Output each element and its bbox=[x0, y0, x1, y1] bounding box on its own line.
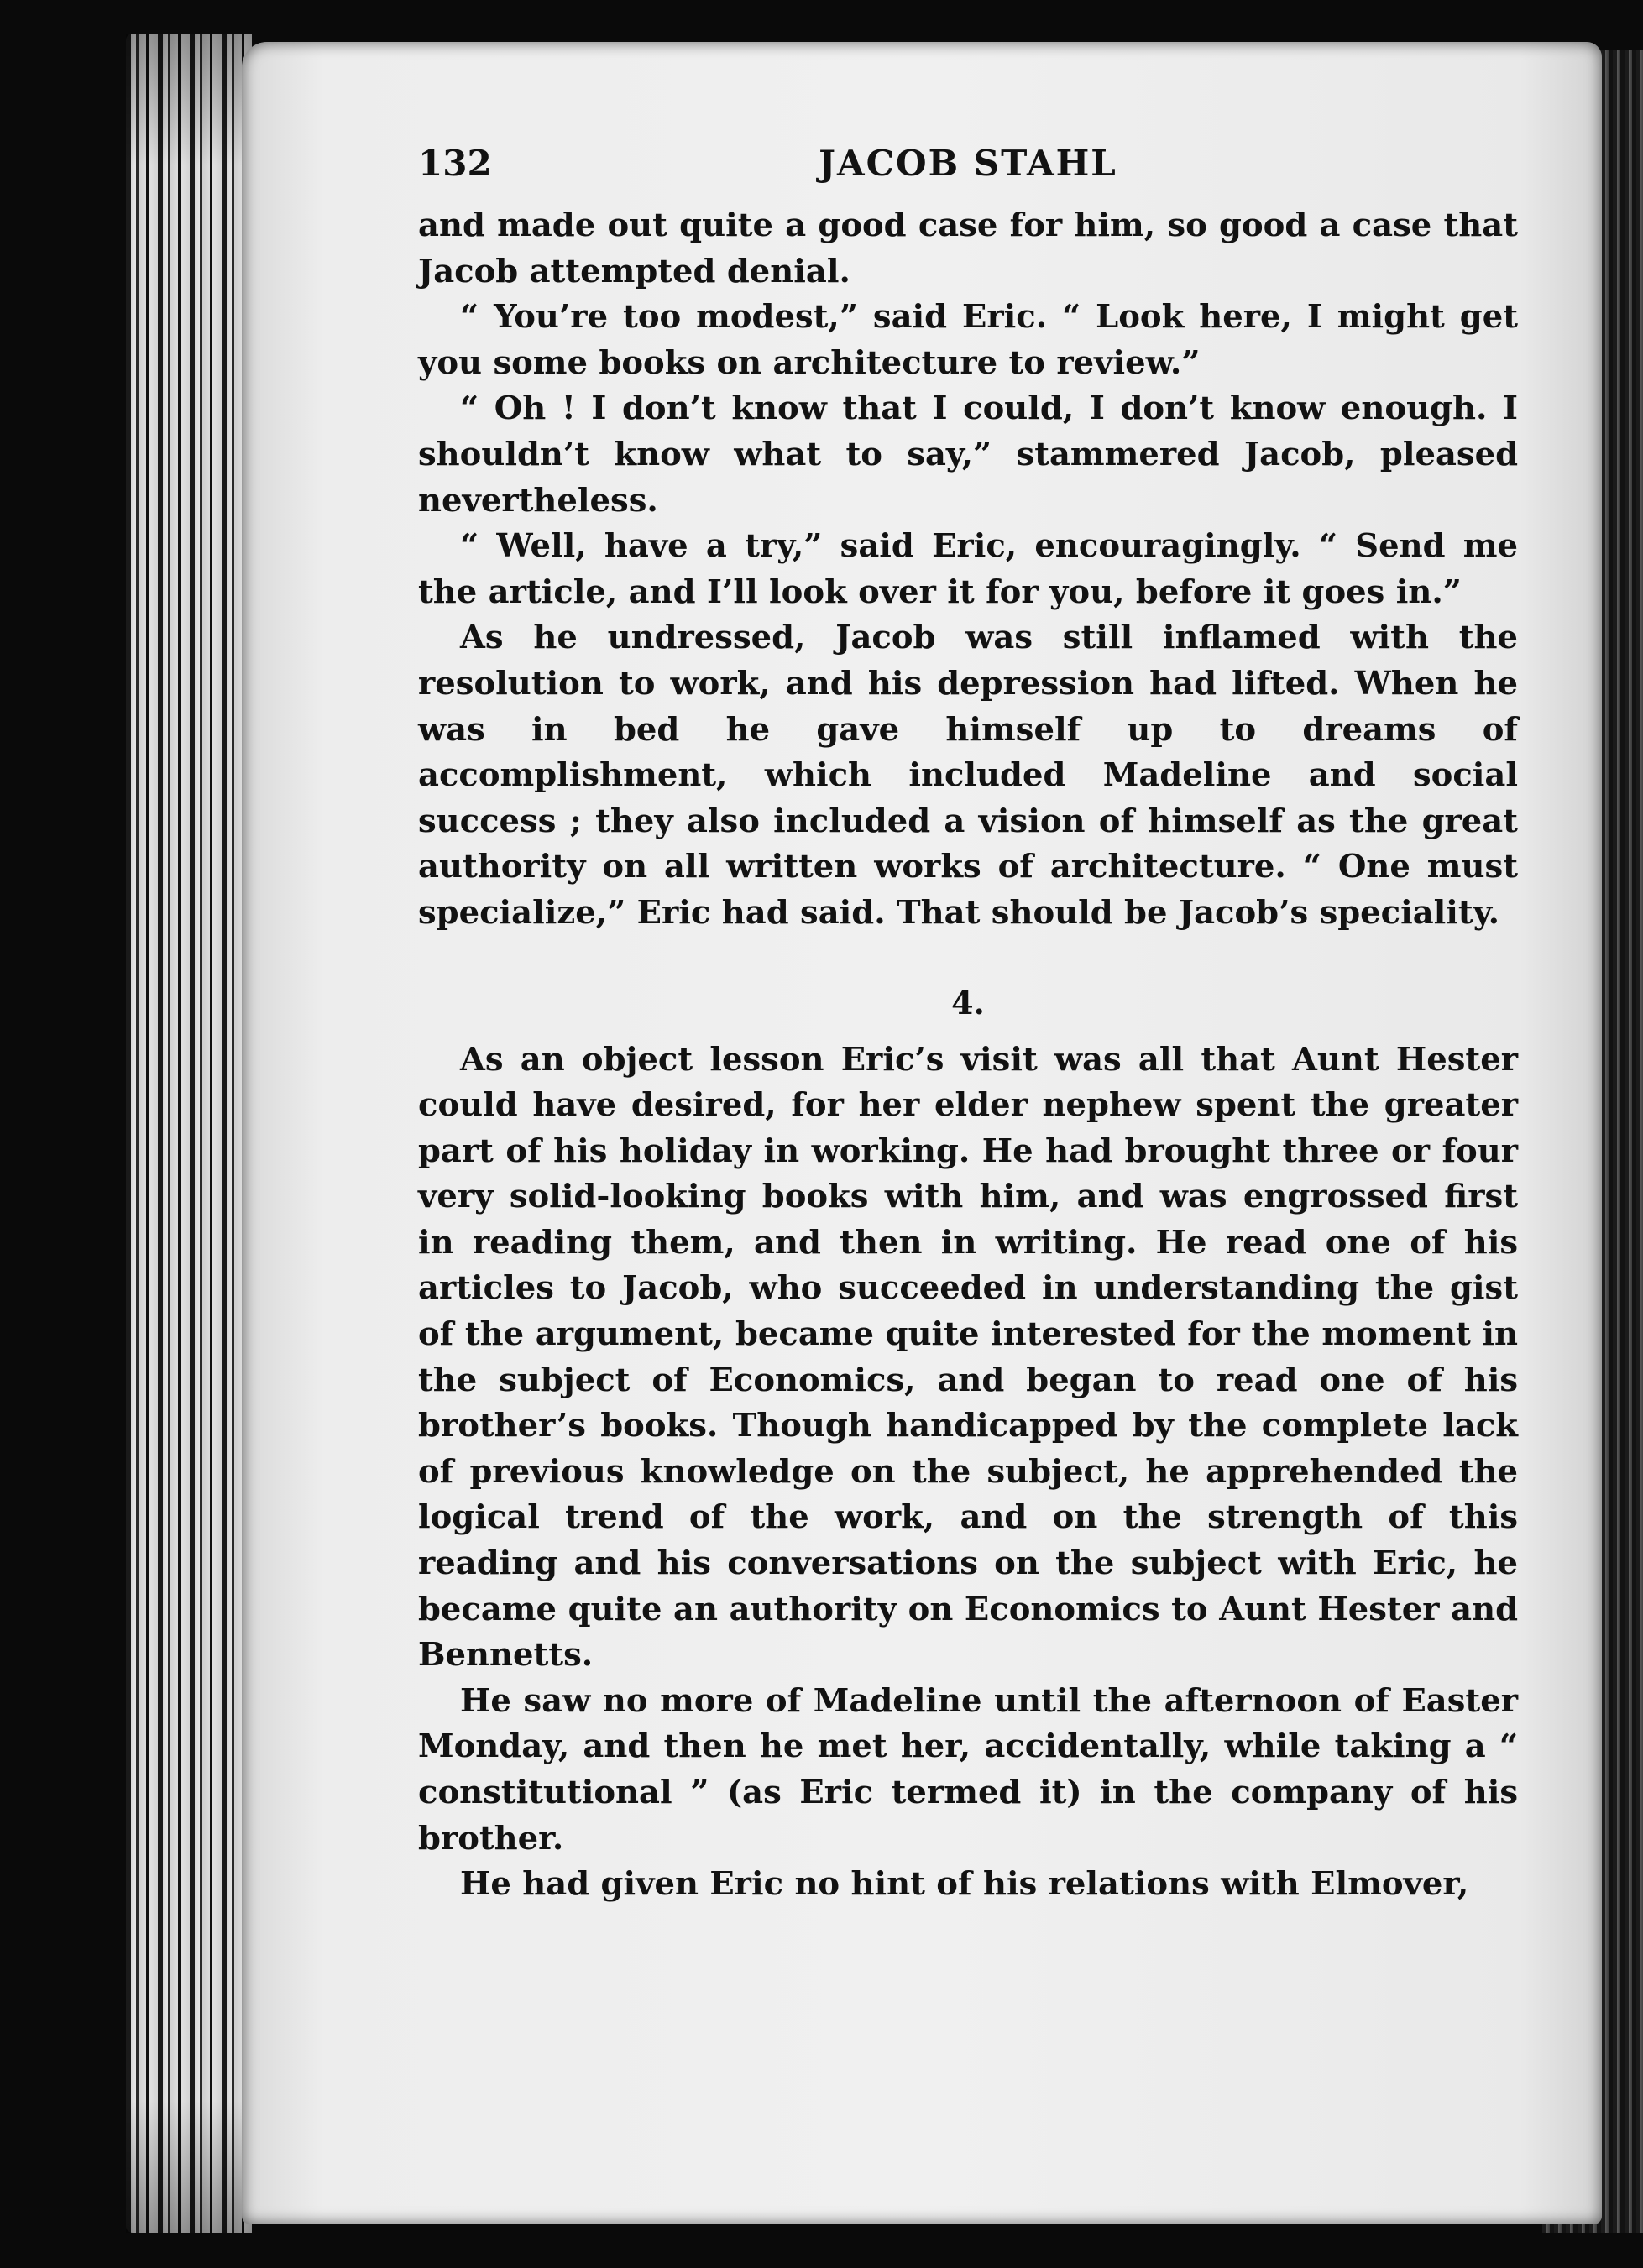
paragraph: “ Well, have a try,” said Eric, encouragingly. “ Send me the article, and I’ll look over it for you, before it goes in.” bbox=[418, 527, 1518, 611]
paragraph: He had given Eric no hint of his relations with Elmover, bbox=[460, 1865, 1469, 1904]
body-text-top bbox=[418, 203, 1518, 937]
running-title: JACOB STAHL bbox=[819, 143, 1117, 184]
page-number: 132 bbox=[418, 143, 492, 184]
book-page-edges bbox=[126, 34, 252, 2233]
body-text-bottom bbox=[418, 1037, 1518, 1908]
paragraph: and made out quite a good case for him, so good a case that Jacob attempted denial. bbox=[418, 206, 1518, 290]
paragraph: As an object lesson Eric’s visit was all that Aunt Hester could have desired, for her elder nephew spent the greater part of his holiday in working. He had brought three or four very solid-looking books with him, and was engrossed first in reading them, and then in writing. He read one of his articles to Jacob, who succeeded in understanding the gist of the argument, became quite interested for the moment in the subject of Economics, and began to read one of his brother’s books. Though handicapped by the complete lack of previous knowledge on the subject, he apprehended the logical trend of the work, and on the strength of this reading and his conversations on the subject with Eric, he became quite an authority on Economics to Aunt Hester and Bennetts. bbox=[418, 1040, 1518, 1675]
page-header bbox=[418, 143, 1518, 203]
paragraph: As he undressed, Jacob was still inflamed with the resolution to work, and his depression had lifted. When he was in bed he gave himself up to dreams of accomplishment, which included Madeline and social success ; they also included a vision of himself as the great authority on all written works of architecture. “ One must specialize,” Eric had said. That should be Jacob’s speciality. bbox=[418, 619, 1518, 932]
paragraph: “ Oh ! I don’t know that I could, I don’t know enough. I shouldn’t know what to say,” stammered Jacob, pleased nevertheless. bbox=[418, 389, 1518, 520]
paragraph: He saw no more of Madeline until the afternoon of Easter Monday, and then he met her, accidentally, while taking a “ constitutional ” (as Eric termed it) in the company of his brother. bbox=[418, 1681, 1518, 1858]
paragraph: “ You’re too modest,” said Eric. “ Look here, I might get you some books on architecture to review.” bbox=[418, 298, 1518, 382]
page-sheet bbox=[242, 42, 1602, 2224]
section-number: 4. bbox=[951, 983, 985, 1022]
page-content bbox=[418, 143, 1518, 1908]
